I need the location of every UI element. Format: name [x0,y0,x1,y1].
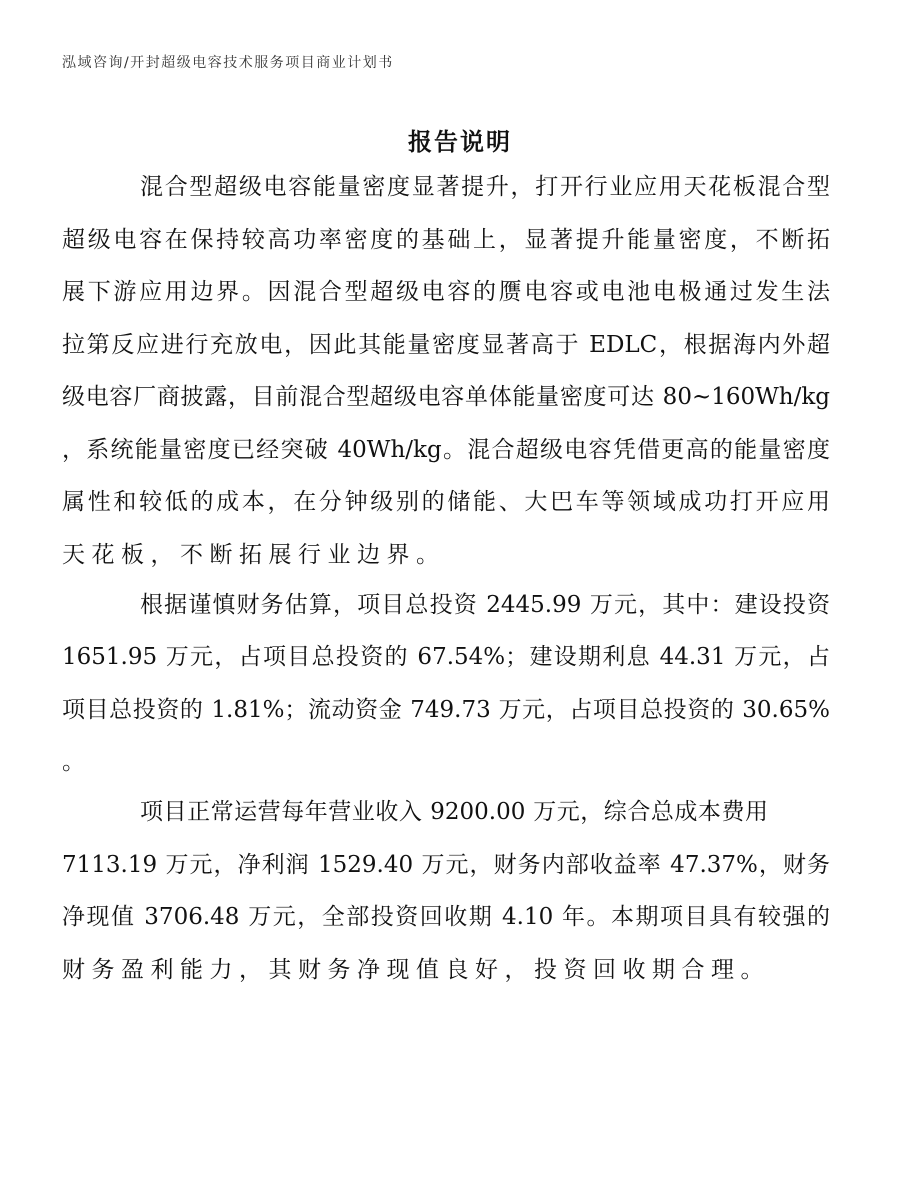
text-line: 财务盈利能力，其财务净现值良好，投资回收期合理。 [62,957,770,983]
text-line: 天花板，不断拓展行业边界。 [62,542,446,568]
text-line: 展下游应用边界。因混合型超级电容的赝电容或电池电极通过发生法 [62,279,830,305]
text-line: 级电容厂商披露，目前混合型超级电容单体能量密度可达 80~160Wh/kg [62,384,830,410]
text-line: 根据谨慎财务估算，项目总投资 2445.99 万元，其中：建设投资 [140,592,830,618]
text-line: 项目正常运营每年营业收入 9200.00 万元，综合总成本费用 [140,799,768,825]
running-header: 泓域咨询/开封超级电容技术服务项目商业计划书 [62,55,394,71]
text-line: 。 [62,749,92,775]
text-line: 净现值 3706.48 万元，全部投资回收期 4.10 年。本期项目具有较强的 [62,904,830,930]
text-line: 超级电容在保持较高功率密度的基础上，显著提升能量密度，不断拓 [62,227,830,253]
text-line: 1651.95 万元，占项目总投资的 67.54%；建设期利息 44.31 万元，占 [62,644,830,670]
text-line: 属性和较低的成本，在分钟级别的储能、大巴车等领域成功打开应用 [62,489,830,515]
text-line: 项目总投资的 1.81%；流动资金 749.73 万元，占项目总投资的 30.65% [62,697,830,723]
text-line: 混合型超级电容能量密度显著提升，打开行业应用天花板混合型 [140,174,830,200]
text-line: 7113.19 万元，净利润 1529.40 万元，财务内部收益率 47.37%，财务 [62,852,830,878]
text-line: 拉第反应进行充放电，因此其能量密度显著高于 EDLC，根据海内外超 [62,332,830,358]
text-line: ，系统能量密度已经突破 40Wh/kg。混合超级电容凭借更高的能量密度 [62,437,830,463]
section-title: 报告说明 [408,127,512,156]
